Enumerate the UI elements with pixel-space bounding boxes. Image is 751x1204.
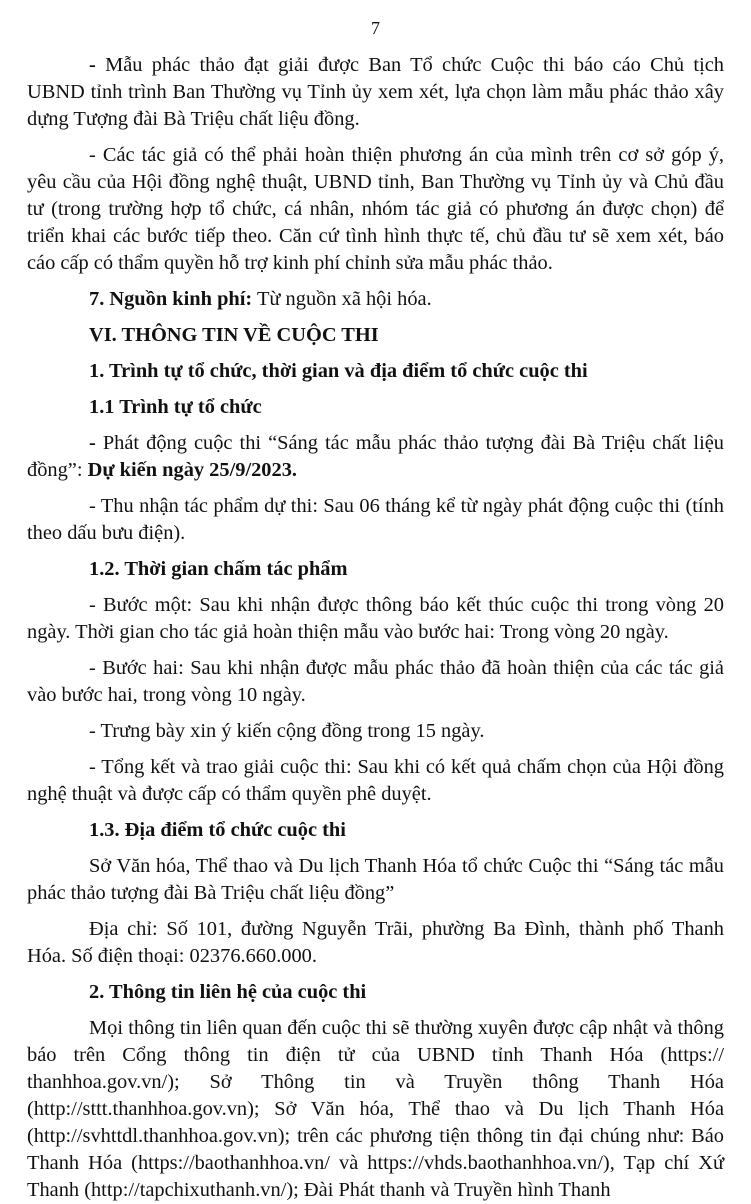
heading-venue: 1.3. Địa điểm tổ chức cuộc thi [89,819,346,841]
funding-text: Từ nguồn xã hội hóa. [252,288,432,310]
paragraph-awards: - Tổng kết và trao giải cuộc thi: Sau khi có kết quả chấm chọn của Hội đồng nghệ thuật và được cấp có thẩm quyền phê duyệt. [27,756,724,805]
heading-organization-order: 1.1 Trình tự tổ chức [89,396,262,418]
section-heading-contest-info: VI. THÔNG TIN VỀ CUỘC THI [89,324,379,346]
paragraph-step-two: - Bước hai: Sau khi nhận được mẫu phác thảo đã hoàn thiện của các tác giả vào bước hai, trong vòng 10 ngày. [27,657,724,706]
paragraph-text: Mẫu phác thảo đạt giải được Ban Tổ chức Cuộc thi báo cáo Chủ tịch UBND tỉnh trình Ban Thường vụ Tỉnh ủy xem xét, lựa chọn làm mẫu phác thảo xây dựng Tượng đài Bà Triệu chất liệu đồng. [27,54,724,130]
bullet-dash: - [89,54,106,76]
paragraph-contact-channels: Mọi thông tin liên quan đến cuộc thi sẽ thường xuyên được cập nhật và thông báo trên Cổng thông tin điện tử của UBND tỉnh Thanh Hóa (https:// thanhhoa.gov.vn/); Sở Thông tin và Truyền thông Thanh Hóa (http://sttt.thanhhoa.gov.vn); Sở Văn hóa, Thể thao và Du lịch Thanh Hóa (http://svhttdl.thanhhoa.gov.vn); trên các phương tiện thông tin đại chúng như: Báo Thanh Hóa (https://baothanhhoa.vn/ và https://vhds.baothanhhoa.vn/), Tạp chí Xứ Thanh (http://tapchixuthanh.vn/); Đài Phát thanh và Truyền hình Thanh [27,1017,724,1201]
paragraph-exhibition: - Trưng bày xin ý kiến cộng đồng trong 15 ngày. [89,720,485,742]
launch-date: Dự kiến ngày 25/9/2023. [87,459,297,481]
heading-contact-info: 2. Thông tin liên hệ của cuộc thi [89,981,367,1003]
paragraph-launch [27,430,724,484]
paragraph-authors-revise: - Các tác giả có thể phải hoàn thiện phương án của mình trên cơ sở góp ý, yêu cầu của Hội đồng nghệ thuật, UBND tỉnh, Ban Thường vụ Tỉnh ủy và Chủ đầu tư (trong trường hợp tổ chức, cá nhân, nhóm tác giả có phương án được chọn) để triển khai các bước tiếp theo. Căn cứ tình hình thực tế, chủ đầu tư sẽ xem xét, báo cáo cấp có thẩm quyền hỗ trợ kinh phí chỉnh sửa mẫu phác thảo. [27,144,724,274]
heading-judging-time: 1.2. Thời gian chấm tác phẩm [89,558,348,580]
paragraph-funding [27,286,724,313]
heading-organization-time-place: 1. Trình tự tổ chức, thời gian và địa điểm tổ chức cuộc thi [89,360,588,382]
page-number: 7 [371,18,380,38]
bullet-dash: - [89,432,103,454]
paragraph-address: Địa chỉ: Số 101, đường Nguyễn Trãi, phường Ba Đình, thành phố Thanh Hóa. Số điện thoại: 02376.660.000. [27,918,724,967]
paragraph-text: Phát động cuộc thi “Sáng tác mẫu phác thảo tượng đài Bà Triệu chất liệu đồng”: [27,432,724,481]
paragraph-submission: - Thu nhận tác phẩm dự thi: Sau 06 tháng kể từ ngày phát động cuộc thi (tính theo dấu bưu điện). [27,495,724,544]
paragraph-organizer: Sở Văn hóa, Thể thao và Du lịch Thanh Hóa tổ chức Cuộc thi “Sáng tác mẫu phác thảo tượng đài Bà Triệu chất liệu đồng” [27,855,724,904]
paragraph-step-one: - Bước một: Sau khi nhận được thông báo kết thúc cuộc thi trong vòng 20 ngày. Thời gian cho tác giả hoàn thiện mẫu vào bước hai: Trong vòng 20 ngày. [27,594,724,643]
paragraph-winning-sketch [27,52,724,133]
funding-label: 7. Nguồn kinh phí: [89,288,253,310]
